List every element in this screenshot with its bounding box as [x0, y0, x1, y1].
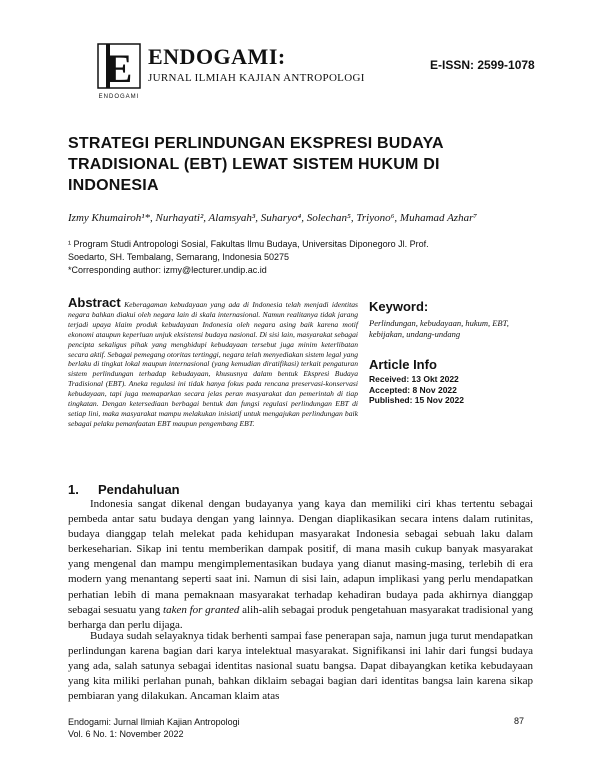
- paragraph: [68, 629, 533, 704]
- issn: E-ISSN: 2599-1078: [430, 58, 535, 72]
- abstract-text: Keberagaman kebudayaan yang ada di Indonesia telah menjadi identitas negara bahkan diakui oleh negara lain di skala internasional. Namun realitanya tidak jarang terjadi upaya klaim produk kebudayaan Indonesia oleh negara asing baik karena motif ekonomi ataupun keperluan unjuk eksistensi budaya nasional. Di sisi lain, masyarakat sebagai pencipta sekaligus pihak yang menghidupi kebudayaan tersebut juga minim keterlibatan secara aktif. Sebagai pemegang otoritas tertinggi, negara telah menyediakan sistem legal yang berlaku di tingkat lokal maupun internasional (yang kemudian diratifikasi) terkait pengaturan sistem perlindungan terhadap kebudayaan, khususnya dalam bentuk Ekspresi Budaya Tradisional (EBT). Aneka regulasi ini tidak hanya fokus pada rencana preservasi-konservasi kebudayaan, tapi juga memaparkan secara jelas peran masyarakat dan pemerintah di tiap tingkatan. Dengan ketersediaan berbagai bentuk dan fungsi regulasi perlindungan EBT di setiap lini, maka masyarakat mampu melakukan inisiatif untuk mengajukan perlindungan baik sebagai pelaku pemanfaatan EBT maupun pengembang EBT.: [68, 300, 358, 428]
- affiliation: [68, 238, 468, 277]
- affiliation-line: ¹ Program Studi Antropologi Sosial, Fakultas Ilmu Budaya, Universitas Diponegoro Jl. Prof.: [68, 239, 429, 249]
- journal-subtitle: JURNAL ILMIAH KAJIAN ANTROPOLOGI: [148, 72, 365, 84]
- paragraph: [68, 497, 533, 633]
- article-title: [68, 133, 508, 196]
- title-line: STRATEGI PERLINDUNGAN EKSPRESI BUDAYA: [68, 135, 444, 152]
- keyword-list: Perlindungan, kebudayaan, hukum, EBT, kebijakan, undang-undang: [369, 318, 509, 339]
- accepted-date: Accepted: 8 Nov 2022: [369, 384, 457, 395]
- footer-journal: Endogami: Jurnal Ilmiah Kajian Antropologi: [68, 717, 240, 727]
- paragraph-text: Indonesia sangat dikenal dengan budayanya yang kaya dan memiliki ciri khas tertentu sebagai pembeda antar satu budaya dengan yang lainnya. Dengan diaplikasikan secara intens dalam rutinitas, budaya dianggap telah melekat pada kehidupan masyarakat Indonesia sebagai sebuah laku dalam berkeseharian. Sikap ini tentu memberikan dampak positif, di mana masih cukup banyak masyarakat yang mengenal dan mampu mengimplementasikan budaya yang dianut masing-masing, terlebih di era modern yang menantang seperti saat ini. Namun di sisi lain, adapun implikasi yang perlu mendapatkan perhatian lebih di mana pemaknaan masyarakat terhadap kehadiran budaya pada akhirnya dianggap sebagai sesuatu yang: [68, 498, 533, 616]
- article-info-heading: Article Info: [369, 357, 437, 372]
- published-date: Published: 15 Nov 2022: [369, 395, 464, 405]
- section-title: Pendahuluan: [98, 482, 180, 497]
- author-list: Izmy Khumairoh¹*, Nurhayati², Alamsyah³, Suharyo⁴, Solechan⁵, Triyono⁶, Muhamad Azhar⁷: [68, 212, 478, 224]
- logo-letter: E: [105, 46, 133, 91]
- corresponding-author: *Corresponding author: izmy@lecturer.undip.ac.id: [68, 265, 267, 275]
- journal-logo: [96, 42, 142, 100]
- logo-caption: ENDOGAMI: [98, 94, 140, 100]
- received-date: Received: 13 Okt 2022: [369, 374, 459, 384]
- abstract-heading: Abstract: [68, 295, 121, 310]
- abstract: [68, 295, 358, 429]
- italic-phrase: taken for granted: [163, 603, 240, 616]
- section-number: 1.: [68, 482, 79, 497]
- title-line: INDONESIA: [68, 177, 159, 194]
- title-line: TRADISIONAL (EBT) LEWAT SISTEM HUKUM DI: [68, 156, 440, 173]
- paragraph-text: Budaya sudah selayaknya tidak berhenti sampai fase penerapan saja, namun juga turut mendapatkan perlindungan karena bagian dari karya intelektual masyarakat. Signifikansi ini lahir dari fungsi budaya yang ada, salah satunya sebagai identitas nasional suatu bangsa. Dapat dibayangkan ketika kebudayaan yang kita miliki perlahan punah, bahkan diklaim sebagai bagian dari identitas bangsa lain karena sikap pembiaran yang dilakukan. Ancaman klaim atas: [68, 630, 533, 703]
- paragraph-text: alih-alih sebagai produk pengetahuan masyarakat tradisional yang berharga dan perlu dijaga.: [68, 603, 533, 631]
- journal-name: ENDOGAMI:: [148, 44, 286, 69]
- article-info-dates: [369, 374, 464, 406]
- section-heading: [68, 482, 180, 497]
- keyword-heading: Keyword:: [369, 299, 429, 314]
- footer-volume: Vol. 6 No. 1: November 2022: [68, 729, 184, 739]
- affiliation-line: Soedarto, SH. Tembalang, Semarang, Indonesia 50275: [68, 252, 289, 262]
- footer-citation: [68, 716, 240, 740]
- page-number: 87: [514, 716, 525, 726]
